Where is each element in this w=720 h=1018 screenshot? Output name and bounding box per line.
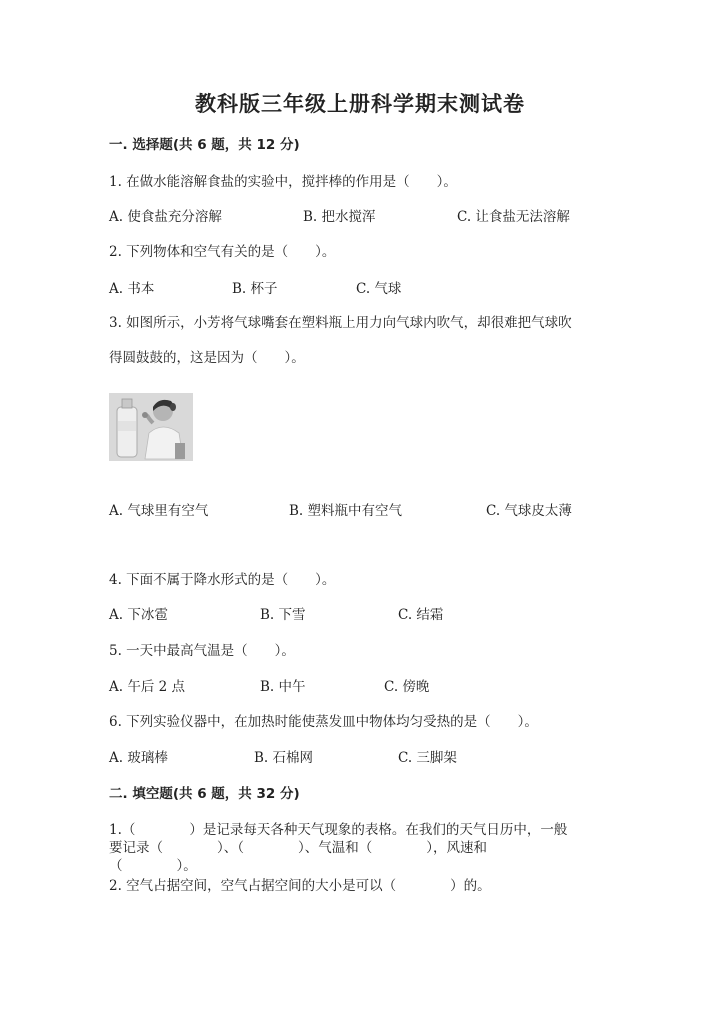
question-4-stem: 4. 下面不属于降水形式的是（ ）。	[109, 572, 336, 588]
question-5-option-c: C. 傍晚	[384, 679, 430, 695]
question-4-option-a: A. 下冰雹	[109, 607, 168, 623]
question-5-stem: 5. 一天中最高气温是（ ）。	[109, 643, 295, 659]
question-6-stem: 6. 下列实验仪器中，在加热时能使蒸发皿中物体均匀受热的是（ ）。	[109, 714, 538, 730]
question-2-option-b: B. 杯子	[232, 281, 278, 297]
question-4-option-c: C. 结霜	[398, 607, 444, 623]
question-1-option-a: A. 使食盐充分溶解	[109, 209, 222, 225]
question-2-stem: 2. 下列物体和空气有关的是（ ）。	[109, 244, 336, 260]
question-6-option-c: C. 三脚架	[398, 750, 457, 766]
girl-blowing-balloon-illustration	[109, 393, 193, 461]
fill-question-1-line-1: 1.（ ）是记录每天各种天气现象的表格。在我们的天气日历中，一般	[109, 822, 568, 838]
section-1-heading: 一. 选择题(共 6 题，共 12 分)	[109, 137, 300, 153]
question-2-option-a: A. 书本	[109, 281, 155, 297]
fill-question-1-line-2: 要记录（ ）、（ ）、气温和（ ），风速和	[109, 840, 487, 856]
question-1-option-c: C. 让食盐无法溶解	[457, 209, 570, 225]
question-1-stem: 1. 在做水能溶解食盐的实验中，搅拌棒的作用是（ ）。	[109, 174, 457, 190]
question-3-option-a: A. 气球里有空气	[109, 503, 209, 519]
question-6-option-a: A. 玻璃棒	[109, 750, 168, 766]
question-2-option-c: C. 气球	[356, 281, 402, 297]
question-6-option-b: B. 石棉网	[254, 750, 314, 766]
question-5-option-b: B. 中午	[260, 679, 306, 695]
question-3-photo	[109, 393, 193, 461]
fill-question-2: 2. 空气占据空间，空气占据空间的大小是可以（ ）的。	[109, 878, 491, 894]
question-3-stem-line-2: 得圆鼓鼓的，这是因为（ ）。	[109, 350, 305, 366]
question-1-option-b: B. 把水搅浑	[303, 209, 376, 225]
question-3-option-b: B. 塑料瓶中有空气	[289, 503, 403, 519]
question-5-option-a: A. 午后 2 点	[109, 679, 186, 695]
question-3-option-c: C. 气球皮太薄	[486, 503, 572, 519]
question-4-option-b: B. 下雪	[260, 607, 306, 623]
page-title: 教科版三年级上册科学期末测试卷	[195, 91, 525, 116]
fill-question-1-line-3: （ ）。	[109, 858, 197, 874]
question-3-stem-line-1: 3. 如图所示，小芳将气球嘴套在塑料瓶上用力向气球内吹气，却很难把气球吹	[109, 315, 572, 331]
section-2-heading: 二. 填空题(共 6 题，共 32 分)	[109, 786, 300, 802]
